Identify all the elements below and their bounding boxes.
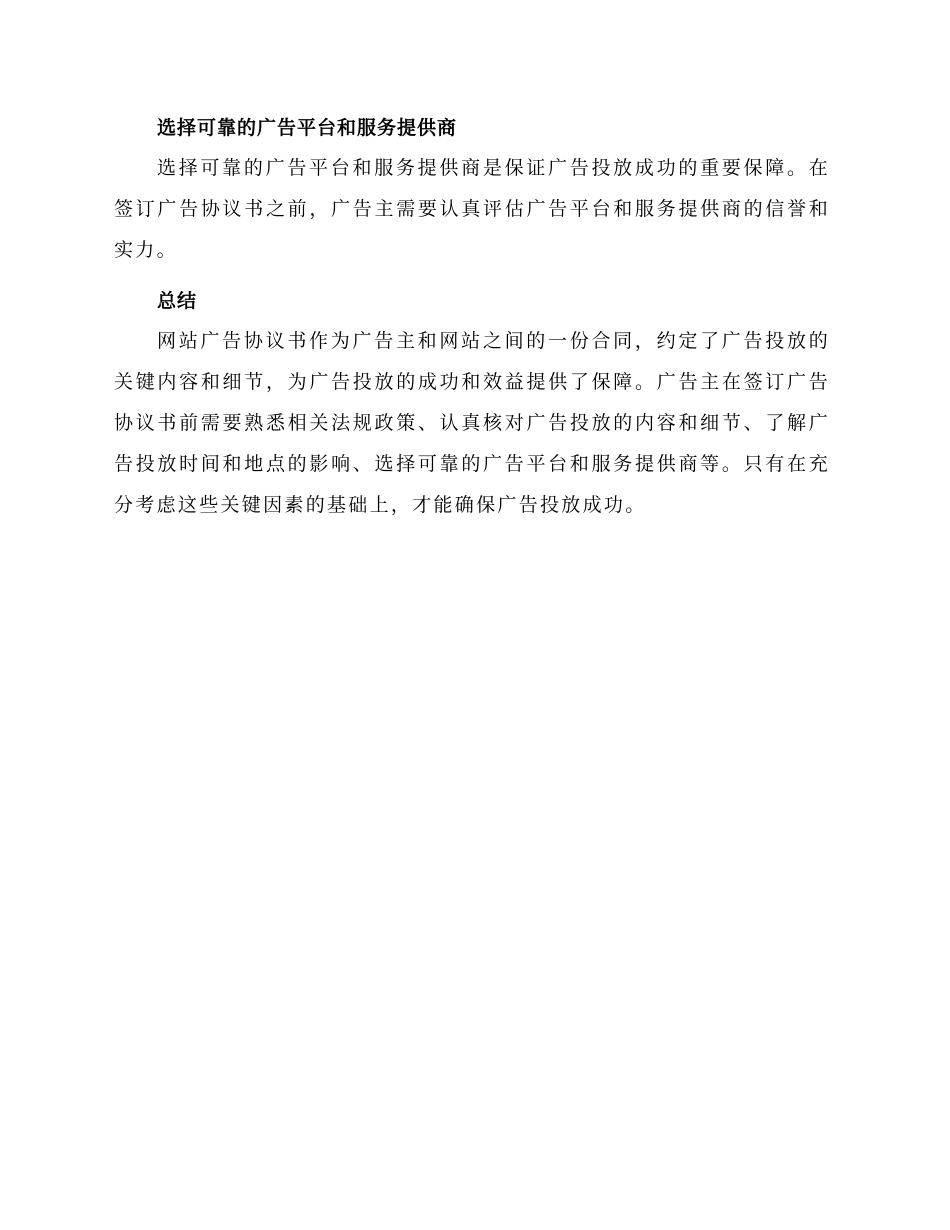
section-paragraph-reliable-platform: 选择可靠的广告平台和服务提供商是保证广告投放成功的重要保障。在签订广告协议书之前，广告主需要认真评估广告平台和服务提供商的信誉和实力。 bbox=[114, 157, 830, 261]
section-heading-reliable-platform: 选择可靠的广告平台和服务提供商 bbox=[157, 117, 458, 139]
section-heading-summary: 总结 bbox=[157, 290, 198, 312]
section-paragraph-summary: 网站广告协议书作为广告主和网站之间的一份合同，约定了广告投放的关键内容和细节，为广告投放的成功和效益提供了保障。广告主在签订广告协议书前需要熟悉相关法规政策、认真核对广告投放的内容和细节、了解广告投放时间和地点的影响、选择可靠的广告平台和服务提供商等。只有在充分考虑这些关键因素的基础上，才能确保广告投放成功。 bbox=[114, 330, 830, 516]
document-body bbox=[114, 108, 830, 537]
